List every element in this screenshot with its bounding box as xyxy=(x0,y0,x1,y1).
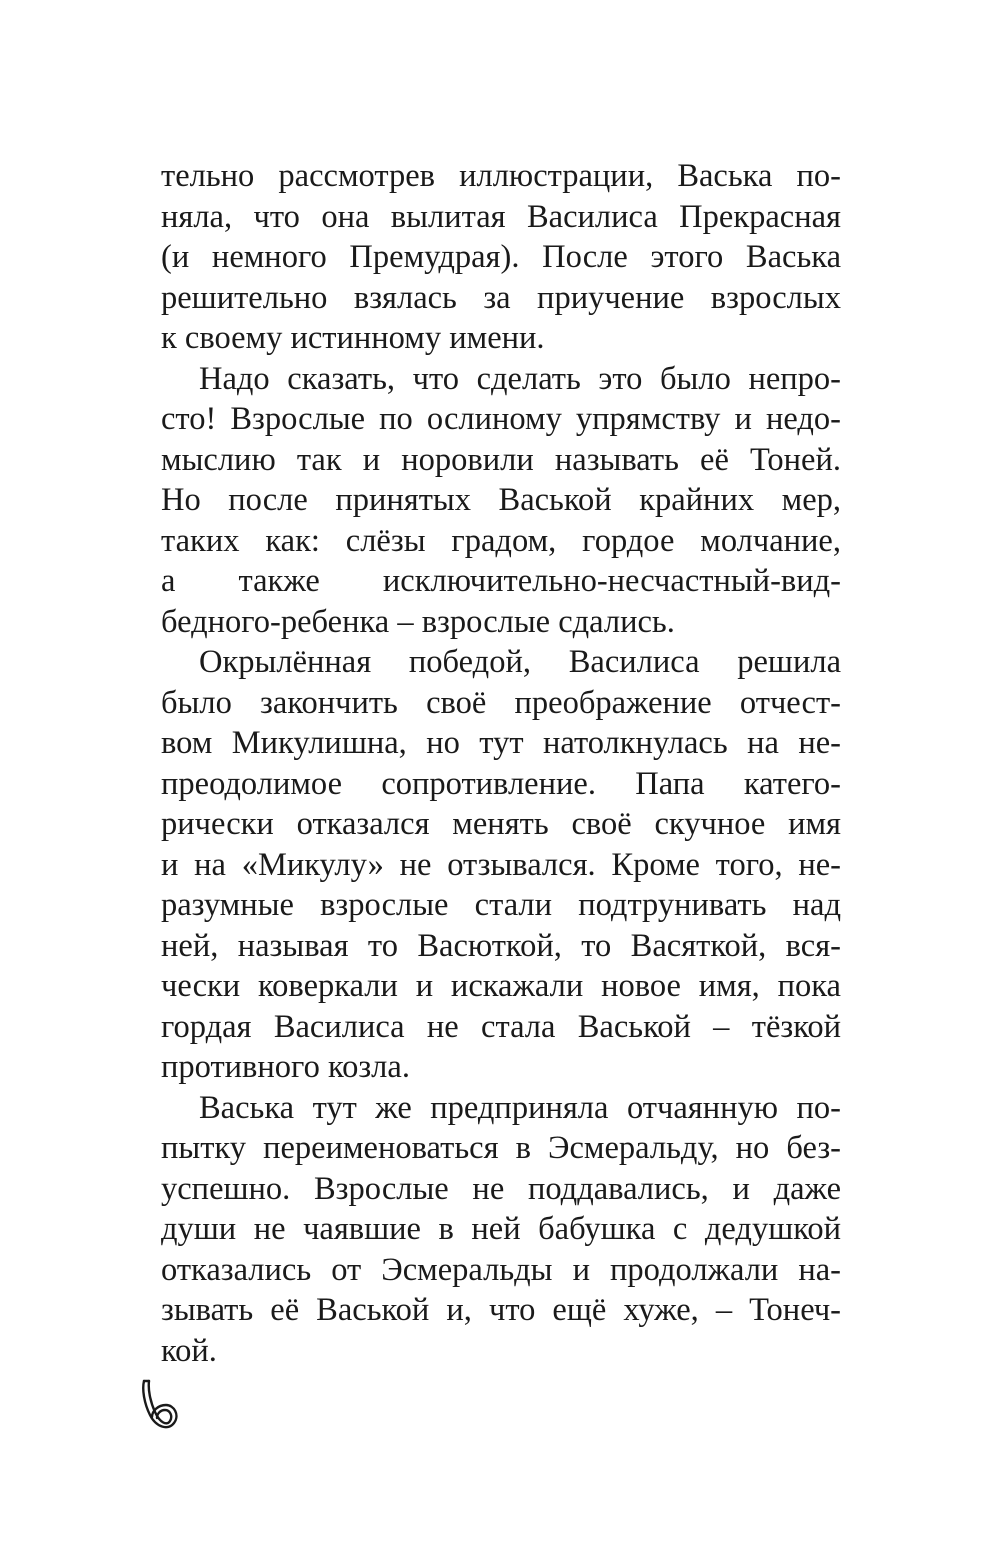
text-line: рически отказался менять своё скучное имя xyxy=(161,806,841,842)
text-line: противного козла. xyxy=(161,1049,410,1085)
text-line: мыслию так и норовили называть её Тоней. xyxy=(161,441,841,478)
text-line: Надо сказать, что сделать это было непро- xyxy=(199,360,841,397)
text-line: няла, что она вылитая Василиса Прекрасная xyxy=(161,198,841,235)
text-line: и на «Микулу» не отзывался. Кроме того, не- xyxy=(161,846,841,883)
text-line: Васька тут же предприняла отчаянную по- xyxy=(199,1089,841,1126)
text-line: зывать её Васькой и, что ещё хуже, – Тонеч- xyxy=(161,1292,841,1328)
body-text xyxy=(161,156,841,1371)
text-line: отказались от Эсмеральды и продолжали на- xyxy=(161,1251,841,1288)
text-line: чески коверкали и искажали новое имя, пока xyxy=(161,968,841,1004)
text-line: разумные взрослые стали подтрунивать над xyxy=(161,887,841,923)
page-number xyxy=(134,1375,194,1435)
text-line: (и немного Премудрая). После этого Васька xyxy=(161,239,841,275)
page-number-glyph xyxy=(134,1375,194,1435)
text-line: бедного-ребенка – взрослые сдались. xyxy=(161,603,675,640)
text-line: было закончить своё преображение отчест- xyxy=(161,684,841,721)
text-line: пытку переименоваться в Эсмеральду, но без- xyxy=(161,1130,841,1166)
text-line: ней, называя то Васюткой, то Васяткой, вся- xyxy=(161,927,841,964)
text-line: к своему истинному имени. xyxy=(161,320,545,356)
text-line: тельно рассмотрев иллюстрации, Васька по- xyxy=(161,158,841,194)
text-line: души не чаявшие в ней бабушка с дедушкой xyxy=(161,1211,841,1247)
text-line: таких как: слёзы градом, гордое молчание, xyxy=(161,522,841,559)
text-line: Но после принятых Васькой крайних мер, xyxy=(161,482,841,518)
text-line: сто! Взрослые по ослиному упрямству и недо- xyxy=(161,401,841,437)
paragraph-1 xyxy=(161,156,841,359)
text-line: кой. xyxy=(161,1332,217,1369)
text-line: гордая Василиса не стала Васькой – тёзкой xyxy=(161,1008,841,1045)
text-line: решительно взялась за приучение взрослых xyxy=(161,279,841,316)
text-line: преодолимое сопротивление. Папа катего- xyxy=(161,765,841,802)
text-line: вом Микулишна, но тут натолкнулась на не- xyxy=(161,725,841,761)
paragraph-3 xyxy=(161,642,841,1088)
paragraph-4 xyxy=(161,1088,841,1372)
text-line: Окрылённая победой, Василиса решила xyxy=(199,644,841,680)
text-line: а также исключительно-несчастный-вид- xyxy=(161,563,841,599)
paragraph-2 xyxy=(161,359,841,643)
text-line: успешно. Взрослые не поддавались, и даже xyxy=(161,1170,841,1207)
